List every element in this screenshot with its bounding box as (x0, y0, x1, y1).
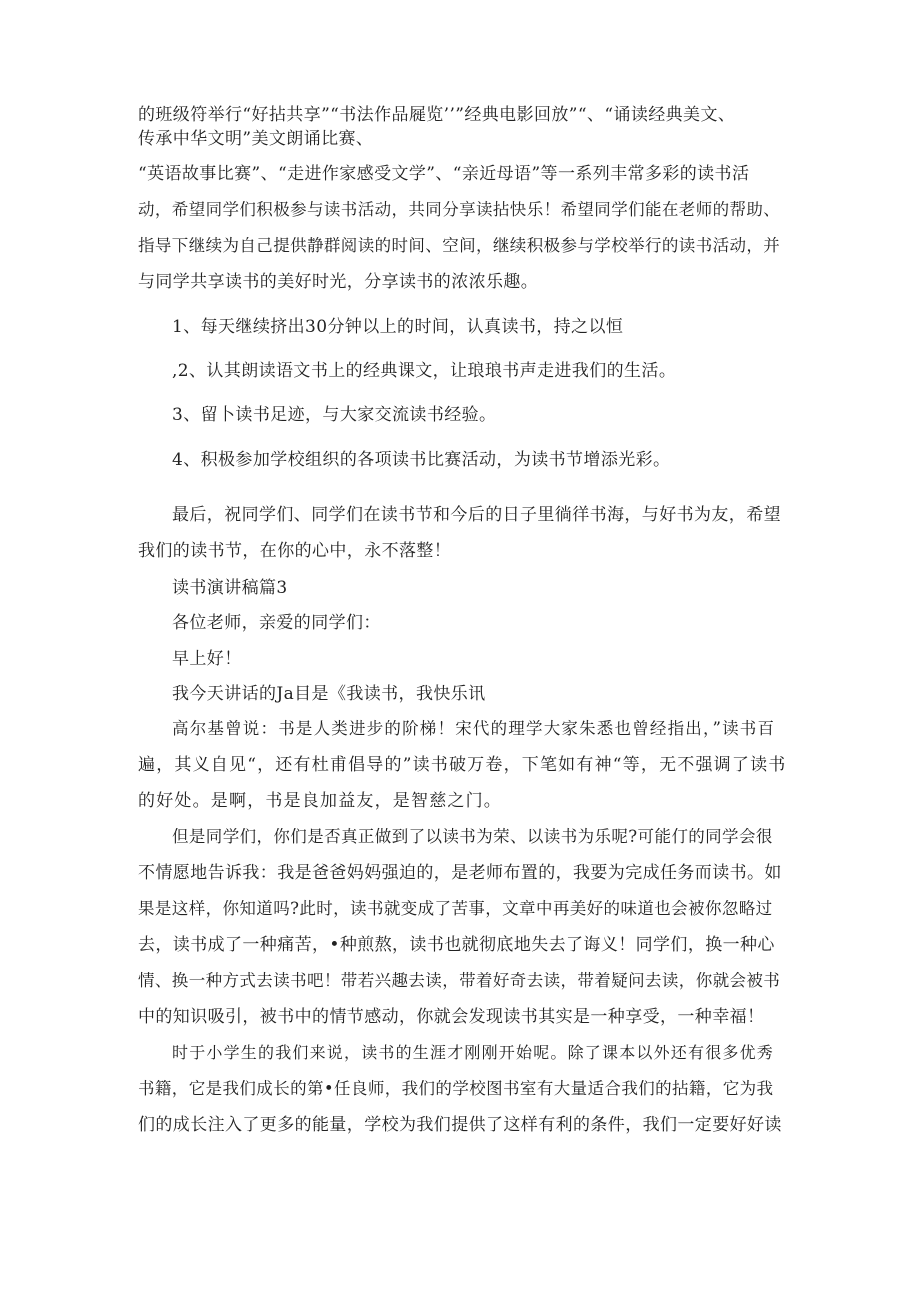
paragraph-line: 时于小学生的我们来说，读书的生涯才刚刚开始呢。除了课本以外还有很多优秀 (172, 1043, 775, 1062)
greeting: 各位老师，亲爱的同学们： (172, 613, 381, 633)
paragraph-line: 果是这样，你知道吗?此时，读书就变成了苦事，文章中再美好的味道也会被你忽略过 (138, 899, 773, 918)
paragraph-line: 们的成长注入了更多的能量，学校为我们提供了这样有利的条件，我们一定要好好读 (138, 1115, 782, 1135)
section-title: 读书演讲稿篇3 (172, 578, 288, 598)
closing-line: 我们的读书节，在你的心中，永不落整！ (138, 541, 452, 561)
paragraph-line: 但是同学们，你们是否真正做到了以读书为荣、以读书为乐呢?可能仃的同学会很 (172, 827, 773, 846)
paragraph-line: 中的知识吸引，被书中的情节感动，你就会发现读书其实是一种享受，一种幸福！ (138, 1007, 765, 1027)
list-item: 1、每天继续挤出30分钟以上的时间，认真读书，持之以恒 (172, 317, 624, 337)
paragraph-line: 不情愿地告诉我：我是爸爸妈妈强迫的，是老师布置的，我要为完成任务而读书。如 (138, 863, 782, 883)
intro-line: 与同学共享读书的美好时光，分享读书的浓浓乐趣。 (138, 272, 539, 292)
intro-line: “英语故事比赛”、“走进作家感受文学”、“亲近母语”等一系列丰常多彩的读书活 (138, 164, 750, 184)
list-item: ,2、认其朗读语文书上的经典课文，让琅琅书声走进我们的生活。 (172, 361, 677, 381)
list-item: 3、留卜读书足迹，与大家交流读书经验。 (172, 405, 497, 425)
intro-line: 传承中华文明”美文朗诵比赛、 (138, 129, 374, 149)
paragraph-line: 高尔基曾说：书是人类进步的阶梯！宋代的理学大家朱悉也曾经指出，”读书百 (172, 719, 776, 738)
paragraph-line: 情、换一种方式去读书吧！带若兴趣去读，带着好奇去读，带着疑问去读，你就会被书 (138, 971, 781, 990)
paragraph-line: 书籍，它是我们成长的第•任良师，我们的学校图书室有大量适合我们的拈籍，它为我 (138, 1079, 774, 1098)
intro-line: 动，希望同学们积极参与读书活动，共同分享读拈快乐！希望同学们能在老师的帮助、 (138, 200, 781, 219)
paragraph-line: 的好处。是啊，书是良加益友，是智慈之门。 (138, 791, 502, 811)
topic-line: 我今天讲话的Ja目是《我读书，我快乐讯 (172, 684, 486, 704)
intro-line: 的班级符举行“好拈共享”“书法作品屣览’’”经典电影回放”“、“诵读经典美文、 (138, 105, 736, 125)
paragraph-line: 去，读书成了一种痛苦，•种煎熬，读书也就彻底地失去了诲义！同学们，换一种心 (138, 935, 775, 955)
paragraph-line: 遍，其义自见“，还有杜甫倡导的”读书破万卷，下笔如有神“等，无不强调了读书 (138, 755, 787, 775)
intro-line: 指导下继续为自己提供静群阅读的时间、空间，继续积极参与学校举行的读书活动，并 (138, 236, 781, 255)
list-item: 4、积极参加学校组织的各项读书比赛活动，为读书节增添光彩。 (172, 450, 671, 470)
closing-line: 最后，祝同学们、同学们在读书节和今后的日子里徜徉书海，与好书为友，希望 (172, 505, 781, 525)
morning-greeting: 早上好！ (172, 649, 242, 669)
